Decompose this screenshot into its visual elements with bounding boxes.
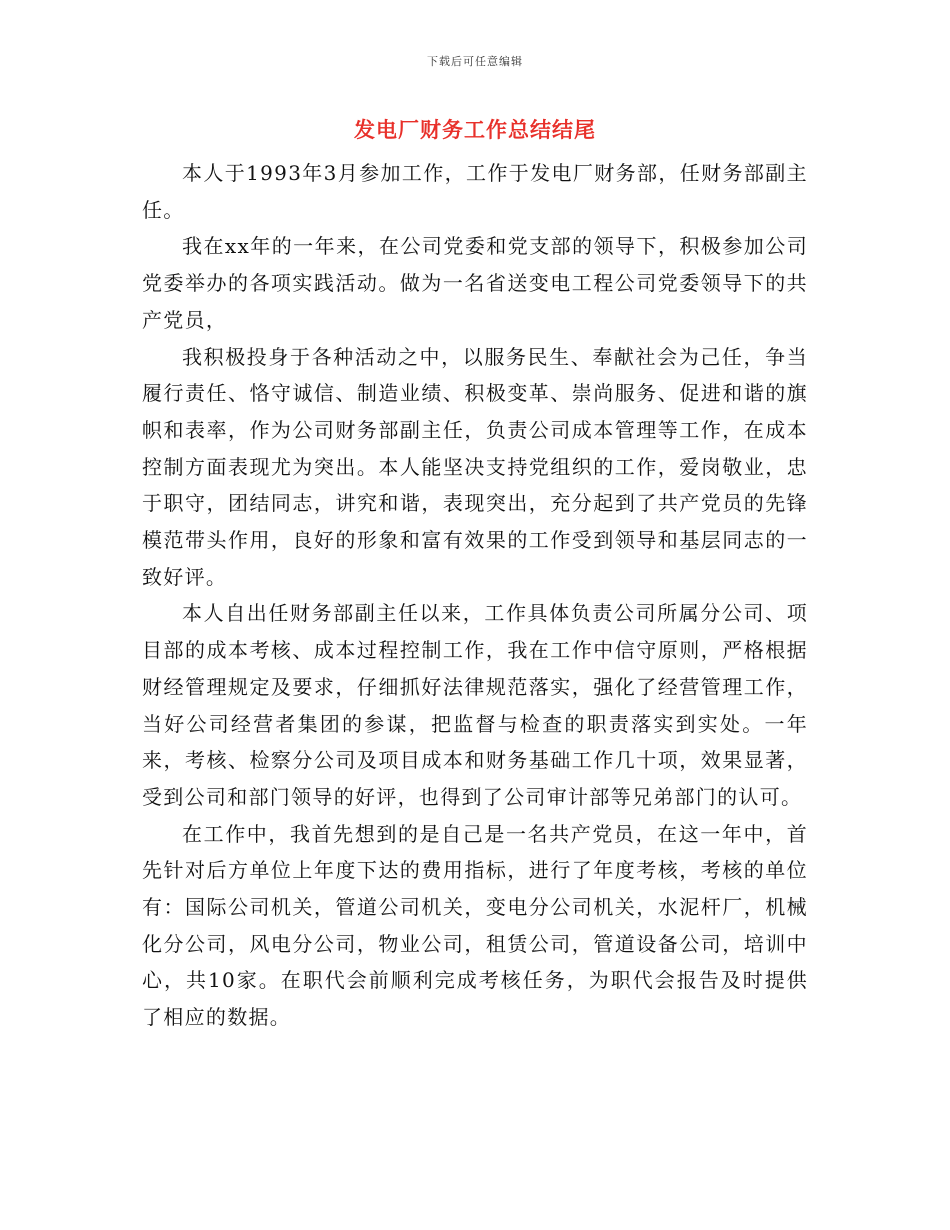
paragraph: 本人自出任财务部副主任以来，工作具体负责公司所属分公司、项目部的成本考核、成本过程控制工作，我在工作中信守原则，严格根据财经管理规定及要求，仔细抓好法律规范落实，强化了经营管理工作，当好公司经营者集团的参谋，把监督与检查的职责落实到实处。一年来，考核、检察分公司及项目成本和财务基础工作几十项，效果显著，受到公司和部门领导的好评，也得到了公司审计部等兄弟部门的认可。 [142, 601, 808, 809]
paragraph: 本人于1993年3月参加工作，工作于发电厂财务部，任财务部副主任。 [142, 161, 808, 222]
document-body [142, 155, 808, 1036]
document-title: 发电厂财务工作总结结尾 [354, 118, 596, 142]
paragraph: 我积极投身于各种活动之中，以服务民生、奉献社会为己任，争当履行责任、恪守诚信、制造业绩、积极变革、崇尚服务、促进和谐的旗帜和表率，作为公司财务部副主任，负责公司成本管理等工作，在成本控制方面表现尤为突出。本人能坚决支持党组织的工作，爱岗敬业，忠于职守，团结同志，讲究和谐，表现突出，充分起到了共产党员的先锋模范带头作用，良好的形象和富有效果的工作受到领导和基层同志的一致好评。 [142, 344, 808, 589]
paragraph: 我在xx年的一年来，在公司党委和党支部的领导下，积极参加公司党委举办的各项实践活动。做为一名省送变电工程公司党委领导下的共产党员， [142, 234, 808, 332]
paragraph: 在工作中，我首先想到的是自己是一名共产党员，在这一年中，首先针对后方单位上年度下达的费用指标，进行了年度考核，考核的单位有：国际公司机关，管道公司机关，变电分公司机关，水泥杆厂，机械化分公司，风电分公司，物业公司，租赁公司，管道设备公司，培训中心，共10家。在职代会前顺利完成考核任务，为职代会报告及时提供了相应的数据。 [142, 821, 808, 1030]
header-note: 下载后可任意编辑 [427, 55, 523, 68]
